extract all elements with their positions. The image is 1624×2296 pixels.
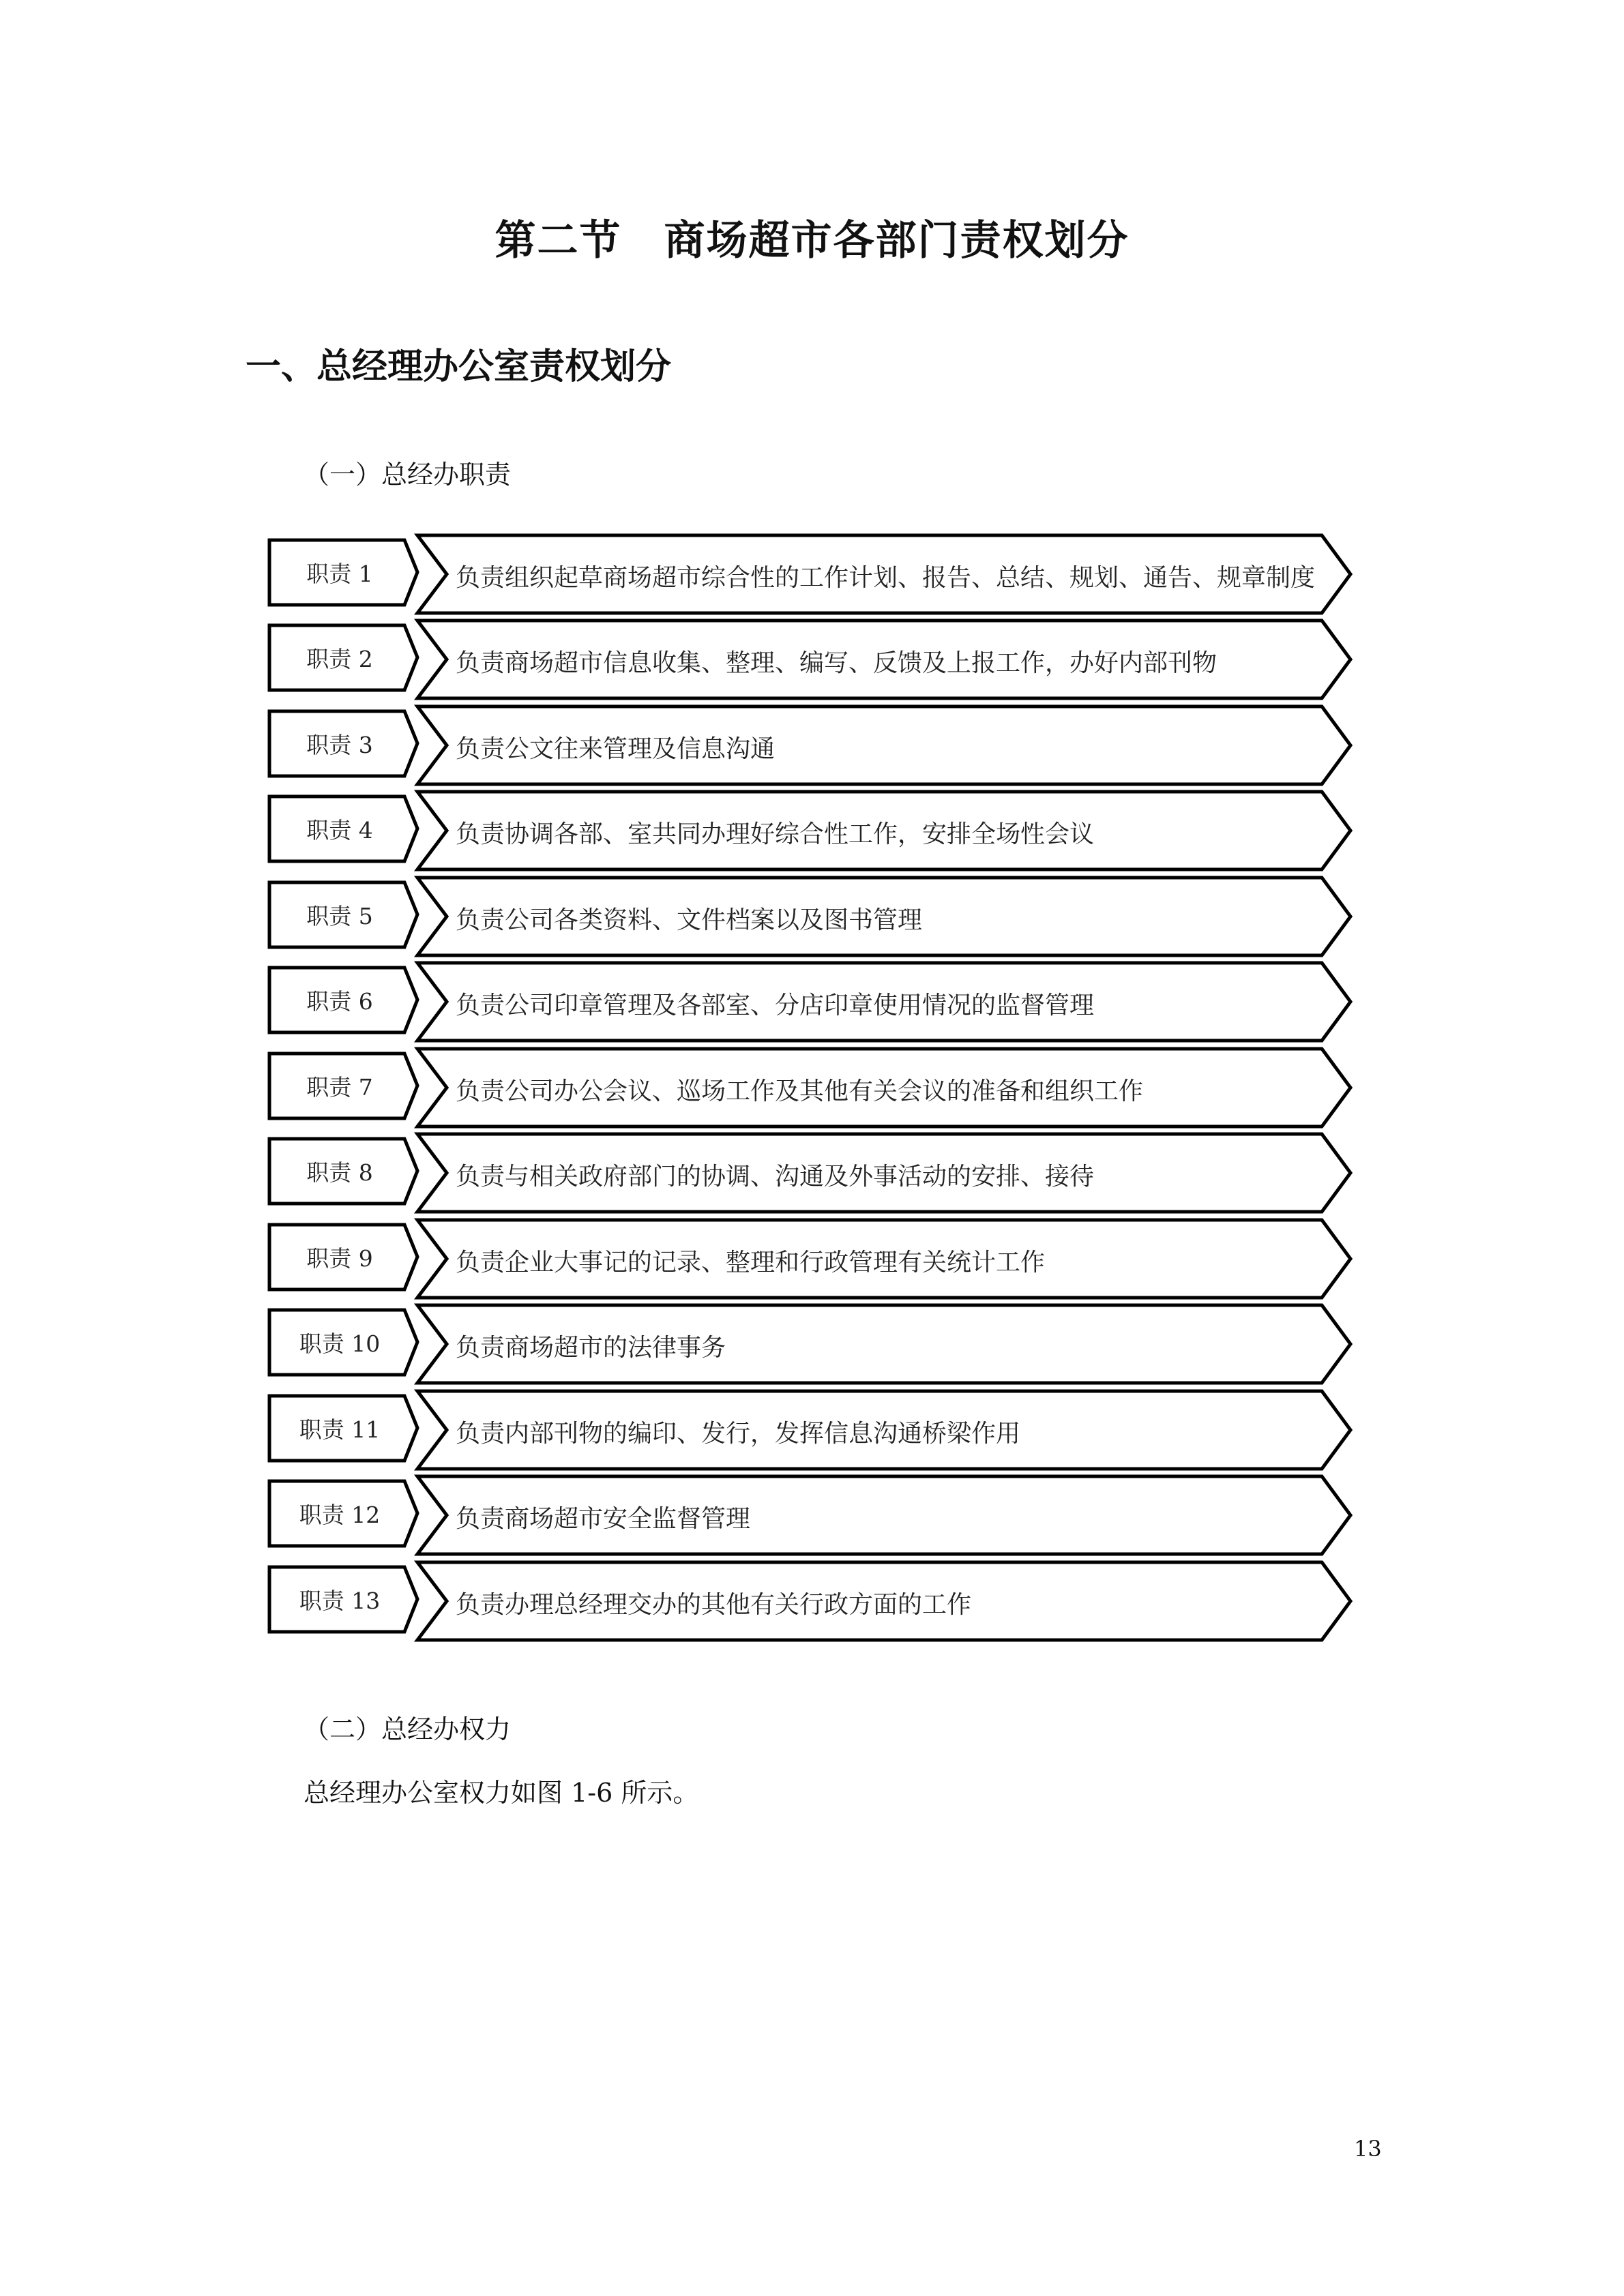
duty-row bbox=[266, 1220, 1357, 1300]
duty-label: 职责 1 bbox=[306, 561, 373, 587]
duty-label: 职责 4 bbox=[306, 817, 373, 844]
heading-gm-office: 一、总经理办公室责权划分 bbox=[246, 346, 672, 387]
duty-text: 负责公司各类资料、文件档案以及图书管理 bbox=[456, 906, 923, 934]
duty-text: 负责公司办公会议、巡场工作及其他有关会议的准备和组织工作 bbox=[456, 1077, 1144, 1105]
duty-row bbox=[266, 1391, 1357, 1472]
duty-row bbox=[266, 963, 1357, 1043]
duty-row bbox=[266, 1562, 1357, 1643]
duty-row bbox=[266, 621, 1357, 701]
duty-label: 职责 3 bbox=[306, 732, 373, 758]
duty-label: 职责 5 bbox=[306, 903, 373, 929]
duty-text: 负责商场超市的法律事务 bbox=[456, 1333, 726, 1362]
duty-label: 职责 8 bbox=[306, 1159, 373, 1186]
duty-text: 负责公文往来管理及信息沟通 bbox=[456, 734, 776, 763]
duty-row bbox=[266, 1305, 1357, 1386]
subheading-duties: （一）总经办职责 bbox=[304, 460, 512, 490]
duty-text: 负责公司印章管理及各部室、分店印章使用情况的监督管理 bbox=[456, 991, 1095, 1019]
powers-paragraph: 总经理办公室权力如图 1-6 所示。 bbox=[304, 1778, 699, 1808]
duty-text: 负责组织起草商场超市综合性的工作计划、报告、总结、规划、通告、规章制度 bbox=[456, 563, 1316, 592]
duty-text: 负责商场超市信息收集、整理、编写、反馈及上报工作，办好内部刊物 bbox=[456, 648, 1217, 677]
duty-label: 职责 11 bbox=[299, 1416, 381, 1443]
duty-row bbox=[266, 792, 1357, 872]
duty-text: 负责企业大事记的记录、整理和行政管理有关统计工作 bbox=[456, 1248, 1046, 1277]
duty-label: 职责 9 bbox=[306, 1245, 373, 1272]
duty-row bbox=[266, 1134, 1357, 1214]
duty-text: 负责办理总经理交办的其他有关行政方面的工作 bbox=[456, 1590, 972, 1619]
subheading-powers: （二）总经办权力 bbox=[304, 1714, 512, 1744]
duty-label: 职责 12 bbox=[299, 1502, 381, 1528]
duty-text: 负责内部刊物的编印、发行，发挥信息沟通桥梁作用 bbox=[456, 1419, 1021, 1448]
duty-label: 职责 7 bbox=[306, 1074, 373, 1101]
section-title: 第二节 商场超市各部门责权划分 bbox=[494, 217, 1130, 265]
duty-text: 负责协调各部、室共同办理好综合性工作，安排全场性会议 bbox=[456, 820, 1095, 848]
duty-row bbox=[266, 878, 1357, 958]
duty-text: 负责与相关政府部门的协调、沟通及外事活动的安排、接待 bbox=[456, 1162, 1095, 1191]
duty-label: 职责 13 bbox=[299, 1587, 381, 1614]
duty-text: 负责商场超市安全监督管理 bbox=[456, 1504, 751, 1533]
page-number: 13 bbox=[1354, 2136, 1382, 2162]
duty-row bbox=[266, 1476, 1357, 1557]
duty-label: 职责 2 bbox=[306, 646, 373, 672]
duty-row bbox=[266, 1049, 1357, 1129]
duty-row bbox=[266, 706, 1357, 787]
duty-row bbox=[266, 535, 1357, 616]
duty-label: 职责 10 bbox=[299, 1330, 381, 1357]
duty-label: 职责 6 bbox=[306, 988, 373, 1015]
